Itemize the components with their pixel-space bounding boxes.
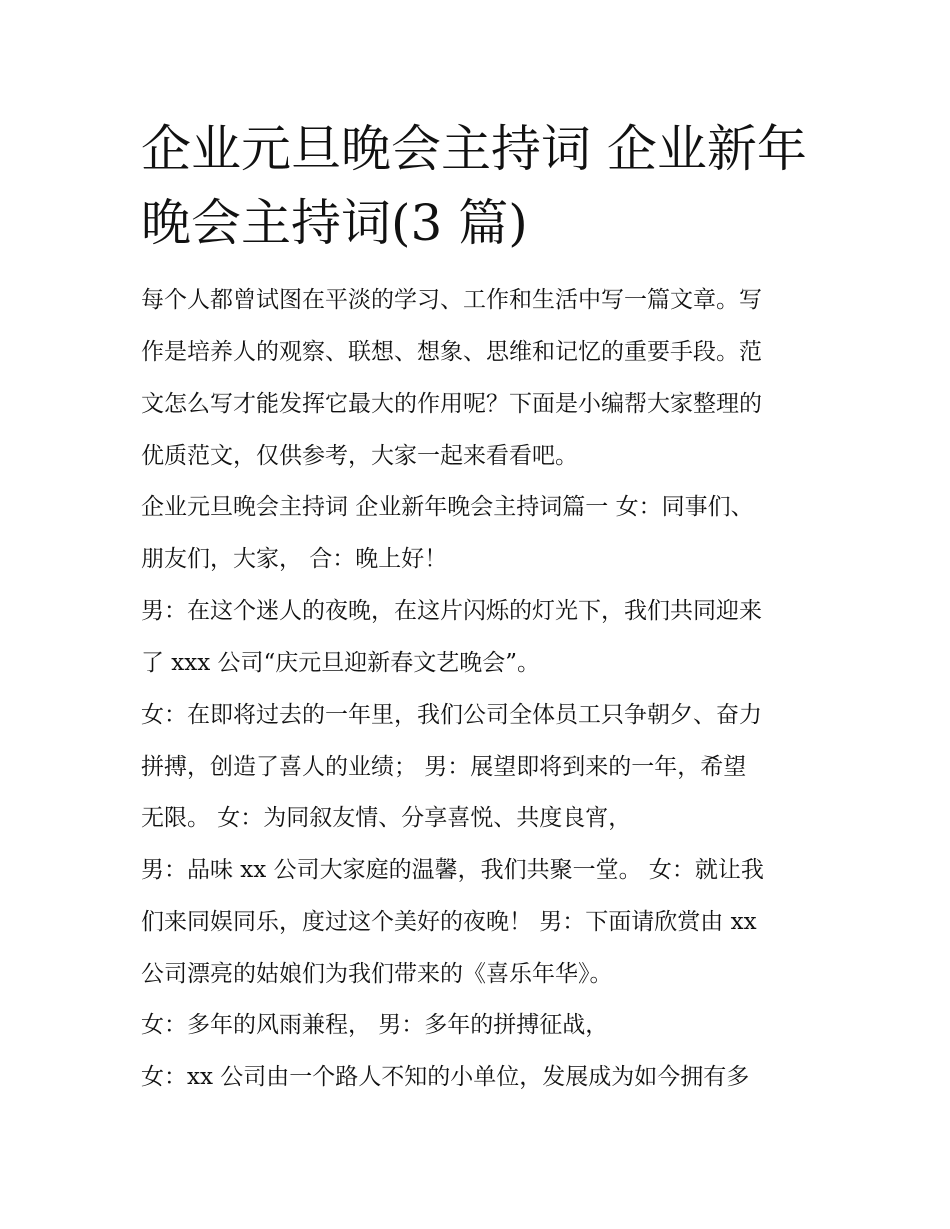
body-line: 公司漂亮的姑娘们为我们带来的《喜乐年华》。 [141, 961, 613, 987]
body-line: 女：xx 公司由一个路人不知的小单位，发展成为如今拥有多 [141, 1064, 750, 1090]
body-line: 拼搏，创造了喜人的业绩； 男：展望即将到来的一年，希望 [141, 754, 747, 780]
body-line: 每个人都曾试图在平淡的学习、工作和生活中写一篇文章。写 [141, 287, 762, 313]
body-line: 男：品味 xx 公司大家庭的温馨，我们共聚一堂。 女：就让我 [141, 857, 764, 883]
body-line: 们来同娱同乐，度过这个美好的夜晚！ 男：下面请欣赏由 xx [141, 909, 757, 935]
body-line: 优质范文，仅供参考，大家一起来看看吧。 [141, 443, 578, 469]
body-line: 文怎么写才能发挥它最大的作用呢？下面是小编帮大家整理的 [141, 391, 762, 417]
title-line-1: 企业元旦晚会主持词 企业新年 [141, 120, 807, 178]
body-line: 朋友们，大家， 合：晚上好！ [141, 546, 448, 572]
body-line: 无限。 女：为同叙友情、分享喜悦、共度良宵， [141, 805, 632, 831]
body-line: 作是培养人的观察、联想、想象、思维和记忆的重要手段。范 [141, 339, 762, 365]
body-line: 企业元旦晚会主持词 企业新年晚会主持词篇一 女：同事们、 [141, 494, 754, 520]
title-line-2: 晚会主持词(3 篇) [141, 194, 528, 252]
body-line: 男：在这个迷人的夜晚，在这片闪烁的灯光下，我们共同迎来 [141, 598, 762, 624]
body-line: 女：在即将过去的一年里，我们公司全体员工只争朝夕、奋力 [141, 702, 762, 728]
document-title [141, 112, 831, 260]
body-line: 女：多年的风雨兼程， 男：多年的拼搏征战， [141, 1012, 609, 1038]
body-line: 了 xxx 公司“庆元旦迎新春文艺晚会”。 [141, 650, 541, 676]
